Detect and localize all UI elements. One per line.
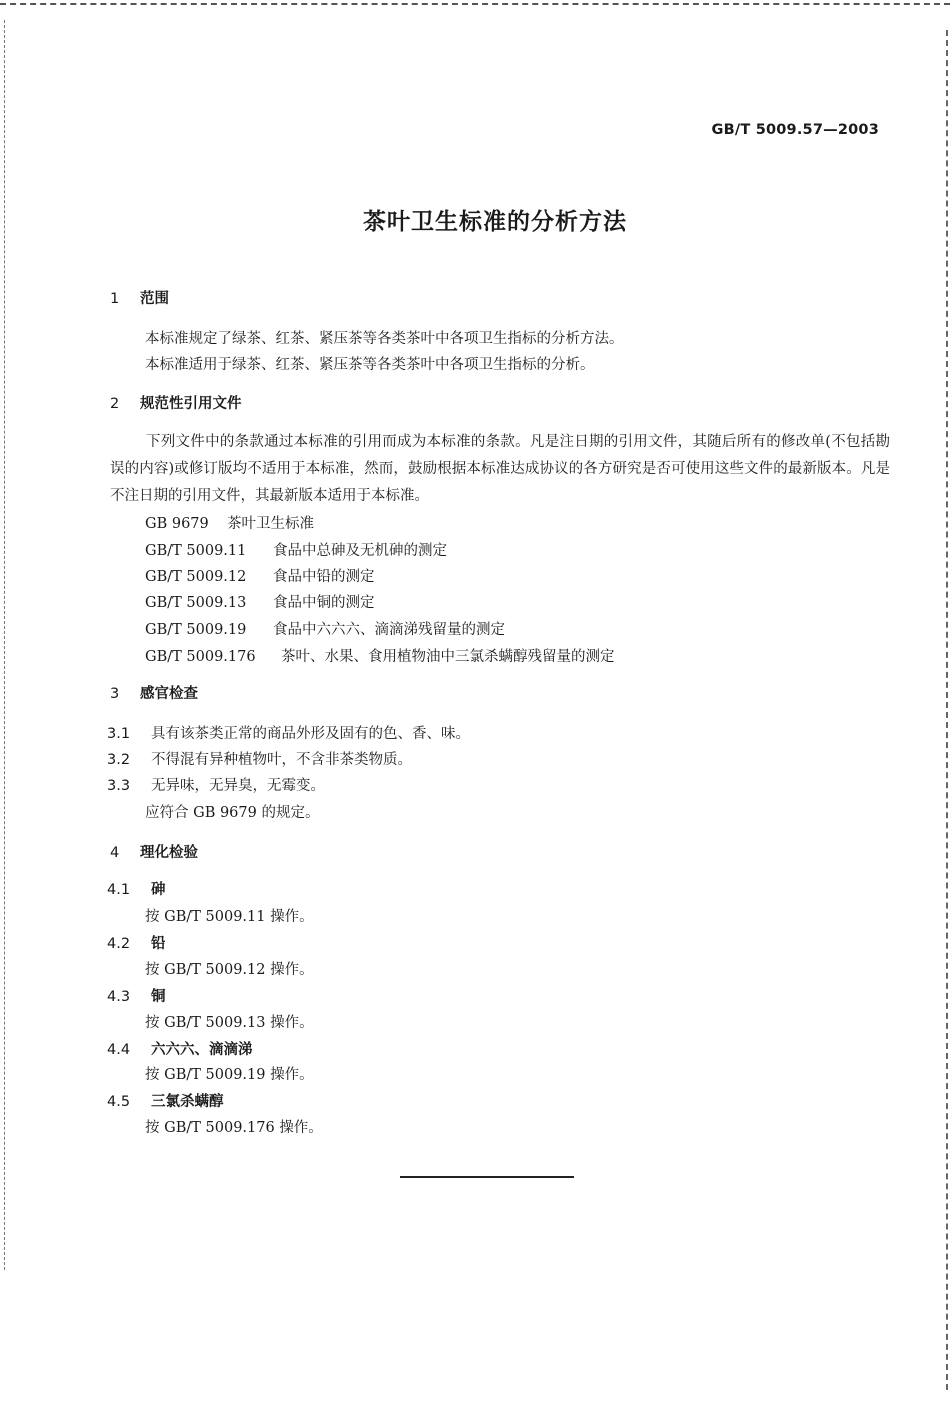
references-intro: 下列文件中的条款通过本标准的引用而成为本标准的条款。凡是注日期的引用文件，其随后所有的修改单(不包括勘误的内容)或修订版均不适用于本标准，然而，鼓励根据本标准达成协议的各方研究是否可使用这些文件的最新版本。凡是不注日期的引用文件，其最新版本适用于本标准。	[110, 434, 890, 504]
clause-4-1-text: 按 GB/T 5009.11 操作。	[145, 909, 314, 925]
clause-3-2	[107, 748, 412, 769]
clause-4-4-heading	[107, 1038, 253, 1059]
section-4-heading	[110, 841, 198, 862]
clause-4-4-text: 按 GB/T 5009.19 操作。	[145, 1067, 314, 1083]
clause-title: 铅	[151, 936, 166, 952]
clause-4-1-heading	[107, 878, 166, 899]
reference-item	[145, 512, 314, 533]
clause-title: 三氯杀螨醇	[151, 1094, 224, 1110]
section-1-heading	[110, 287, 169, 308]
clause-number: 4.4	[107, 1042, 131, 1058]
document-title: 茶叶卫生标准的分析方法	[363, 209, 627, 235]
reference-code: GB/T 5009.11	[145, 543, 247, 559]
reference-code: GB 9679	[145, 516, 209, 532]
clause-4-2-heading	[107, 932, 166, 953]
reference-code: GB/T 5009.176	[145, 649, 256, 665]
reference-name: 食品中铜的测定	[273, 595, 375, 611]
clause-4-5-text: 按 GB/T 5009.176 操作。	[145, 1120, 323, 1136]
reference-name: 食品中总砷及无机砷的测定	[273, 543, 447, 559]
reference-name: 茶叶卫生标准	[227, 516, 314, 532]
end-rule	[400, 1176, 574, 1178]
reference-item	[145, 618, 505, 639]
clause-4-2-text: 按 GB/T 5009.12 操作。	[145, 962, 314, 978]
reference-code: GB/T 5009.12	[145, 569, 247, 585]
reference-item	[145, 539, 447, 560]
section-number: 4	[110, 845, 120, 861]
clause-3-1	[107, 722, 470, 743]
scope-paragraph-2: 本标准适用于绿茶、红茶、紧压茶等各类茶叶中各项卫生指标的分析。	[145, 357, 595, 373]
clause-number: 4.2	[107, 936, 131, 952]
scan-border-top	[0, 3, 950, 5]
section-number: 2	[110, 396, 120, 412]
clause-text: 具有该茶类正常的商品外形及固有的色、香、味。	[151, 726, 470, 742]
clause-number: 3.1	[107, 726, 131, 742]
clause-3-3	[107, 774, 325, 795]
clause-text: 无异味，无异臭，无霉变。	[151, 778, 325, 794]
reference-name: 食品中铅的测定	[273, 569, 375, 585]
clause-number: 3.2	[107, 752, 131, 768]
section-title: 感官检查	[140, 686, 198, 702]
reference-name: 食品中六六六、滴滴涕残留量的测定	[273, 622, 505, 638]
clause-title: 砷	[151, 882, 166, 898]
clause-number: 3.3	[107, 778, 131, 794]
clause-number: 4.3	[107, 989, 131, 1005]
clause-title: 铜	[151, 989, 166, 1005]
section-number: 1	[110, 291, 120, 307]
clause-3-note: 应符合 GB 9679 的规定。	[145, 805, 320, 821]
clause-text: 不得混有异种植物叶，不含非茶类物质。	[151, 752, 412, 768]
reference-name: 茶叶、水果、食用植物油中三氯杀螨醇残留量的测定	[281, 649, 615, 665]
standard-number: GB/T 5009.57—2003	[711, 122, 879, 138]
reference-code: GB/T 5009.19	[145, 622, 247, 638]
clause-4-3-heading	[107, 985, 166, 1006]
section-3-heading	[110, 682, 198, 703]
reference-item	[145, 591, 375, 612]
reference-item	[145, 565, 375, 586]
section-number: 3	[110, 686, 120, 702]
reference-item	[145, 645, 615, 666]
clause-number: 4.1	[107, 882, 131, 898]
scope-paragraph-1: 本标准规定了绿茶、红茶、紧压茶等各类茶叶中各项卫生指标的分析方法。	[145, 331, 624, 347]
clause-4-5-heading	[107, 1090, 224, 1111]
section-title: 范围	[140, 291, 169, 307]
section-title: 理化检验	[140, 845, 198, 861]
clause-title: 六六六、滴滴涕	[151, 1042, 253, 1058]
section-2-heading	[110, 392, 242, 413]
clause-4-3-text: 按 GB/T 5009.13 操作。	[145, 1015, 314, 1031]
clause-number: 4.5	[107, 1094, 131, 1110]
section-title: 规范性引用文件	[140, 396, 242, 412]
reference-code: GB/T 5009.13	[145, 595, 247, 611]
